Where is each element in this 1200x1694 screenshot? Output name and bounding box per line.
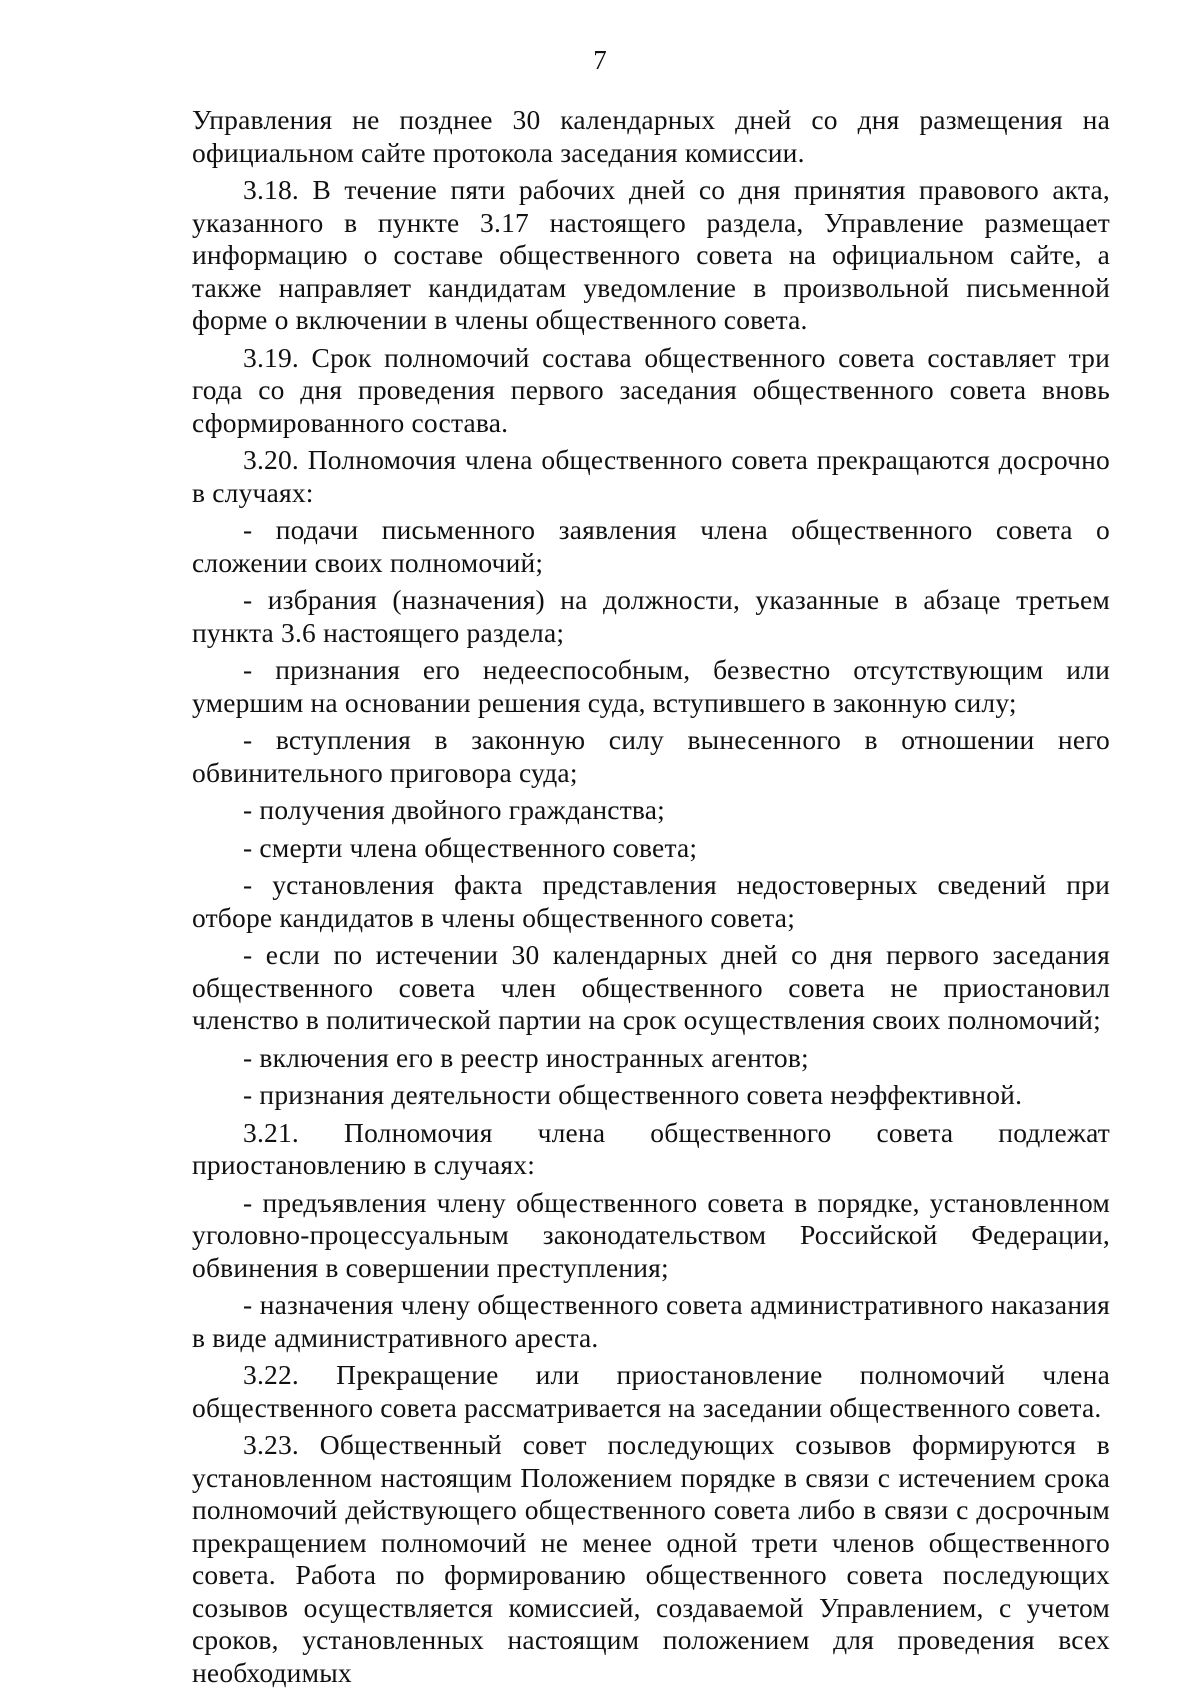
list-item-incapacity: - признания его недееспособным, безвестно отсутствующим или умершим на основании решения суда, вступившего в законную силу; bbox=[192, 654, 1110, 718]
page-number: 7 bbox=[593, 45, 607, 75]
list-item-foreign-agent: - включения его в реестр иностранных агентов; bbox=[243, 1041, 809, 1073]
paragraph-3-18: 3.18. В течение пяти рабочих дней со дня принятия правового акта, указанного в пункте 3.17 настоящего раздела, Управление размещает информацию о составе общественного совета на официальном сайте, а также направляет кандидатам уведомление в произвольной письменной форме о включении в члены общественного совета. bbox=[192, 174, 1110, 335]
list-item-ineffective: - признания деятельности общественного совета неэффективной. bbox=[243, 1079, 1023, 1110]
list-item-party-membership: - если по истечении 30 календарных дней со дня первого заседания общественного совета член общественного совета не приостановил членство в политической партии на срок осуществления своих полномочий; bbox=[192, 939, 1110, 1035]
paragraph-3-20: 3.20. Полномочия члена общественного совета прекращаются досрочно в случаях: bbox=[192, 444, 1110, 508]
paragraph-3-23: 3.23. Общественный совет последующих созывов формируются в установленном настоящим Положением порядке в связи с истечением срока полномочий действующего общественного совета либо в связи с досрочным прекращением полномочий не менее одной трети членов общественного совета. Работа по формированию общественного совета последующих созывов осуществляется комиссией, создаваемой Управлением, с учетом сроков, установленных настоящим положением для проведения всех необходимых bbox=[192, 1429, 1110, 1688]
list-item-conviction: - вступления в законную силу вынесенного в отношении него обвинительного приговора суда; bbox=[192, 724, 1110, 788]
paragraph-continuation: Управления не позднее 30 календарных дней со дня размещения на официальном сайте протокола заседания комиссии. bbox=[192, 104, 1110, 168]
paragraph-3-19: 3.19. Срок полномочий состава общественного совета составляет три года со дня проведения первого заседания общественного совета вновь сформированного состава. bbox=[192, 341, 1110, 438]
list-item-arrest: - назначения члену общественного совета административного наказания в виде административного ареста. bbox=[192, 1289, 1110, 1353]
list-item-charge: - предъявления члену общественного совета в порядке, установленном уголовно-процессуальным законодательством Российской Федерации, обвинения в совершении преступления; bbox=[192, 1186, 1110, 1283]
list-item-death: - смерти члена общественного совета; bbox=[243, 831, 698, 863]
list-item-false-information: - установления факта представления недостоверных сведений при отборе кандидатов в члены общественного совета; bbox=[192, 869, 1110, 933]
list-item-election: - избрания (назначения) на должности, указанные в абзаце третьем пункта 3.6 настоящего раздела; bbox=[192, 584, 1110, 648]
list-item-dual-citizenship: - получения двойного гражданства; bbox=[243, 794, 665, 825]
list-item-resignation: - подачи письменного заявления члена общественного совета о сложении своих полномочий; bbox=[192, 514, 1110, 578]
paragraph-3-22: 3.22. Прекращение или приостановление полномочий члена общественного совета рассматривается на заседании общественного совета. bbox=[192, 1359, 1110, 1423]
paragraph-3-21: 3.21. Полномочия члена общественного совета подлежат приостановлению в случаях: bbox=[192, 1116, 1110, 1180]
document-body bbox=[192, 104, 1110, 1694]
